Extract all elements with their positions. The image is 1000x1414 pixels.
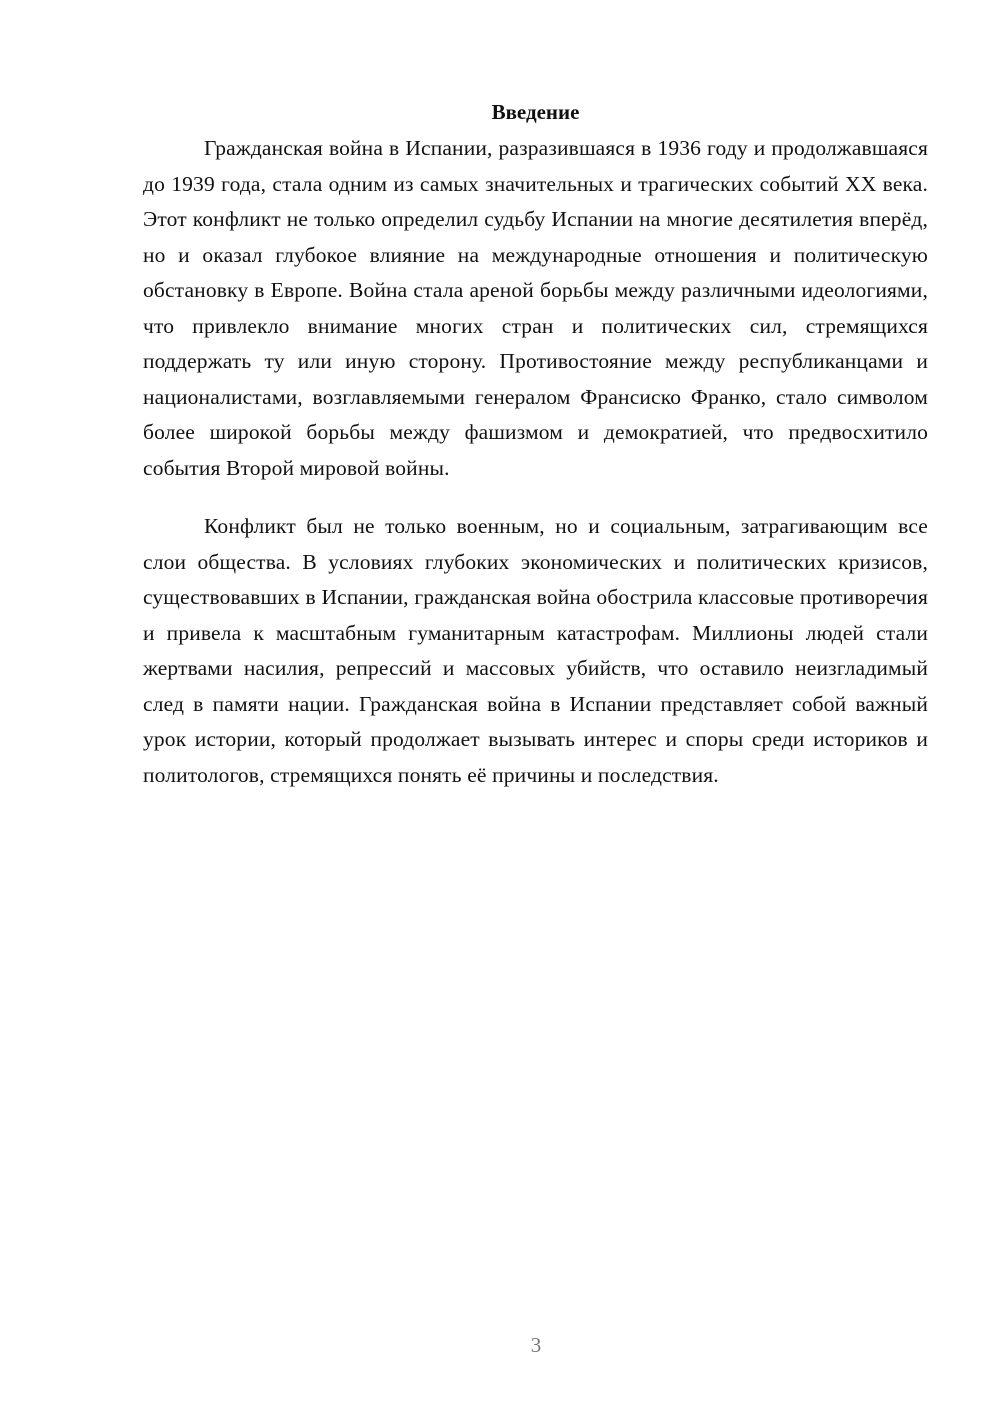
paragraph-2: Конфликт был не только военным, но и социальным, затрагивающим все слои общества. В условиях глубоких экономических и политических кризисов, существовавших в Испании, гражданская война обострила классовые противоречия и привела к масштабным гуманитарным катастрофам. Миллионы людей стали жертвами насилия, репрессий и массовых убийств, что оставило неизгладимый след в памяти нации. Гражданская война в Испании представляет собой важный урок истории, который продолжает вызывать интерес и споры среди историков и политологов, стремящихся понять её причины и последствия. xyxy=(143,514,928,787)
page-number: 3 xyxy=(530,1333,542,1357)
paragraph-1: Гражданская война в Испании, разразившаяся в 1936 году и продолжавшаяся до 1939 года, стала одним из самых значительных и трагических событий XX века. Этот конфликт не только определил судьбу Испании на многие десятилетия вперёд, но и оказал глубокое влияние на международные отношения и политическую обстановку в Европе. Война стала ареной борьбы между различными идеологиями, что привлекло внимание многих стран и политических сил, стремящихся поддержать ту или иную сторону. Противостояние между республиканцами и националистами, возглавляемыми генералом Франсиско Франко, стало символом более широкой борьбы между фашизмом и демократией, что предвосхитило события Второй мировой войны. xyxy=(143,136,928,480)
section-heading: Введение xyxy=(491,100,580,124)
document-body xyxy=(143,97,928,793)
